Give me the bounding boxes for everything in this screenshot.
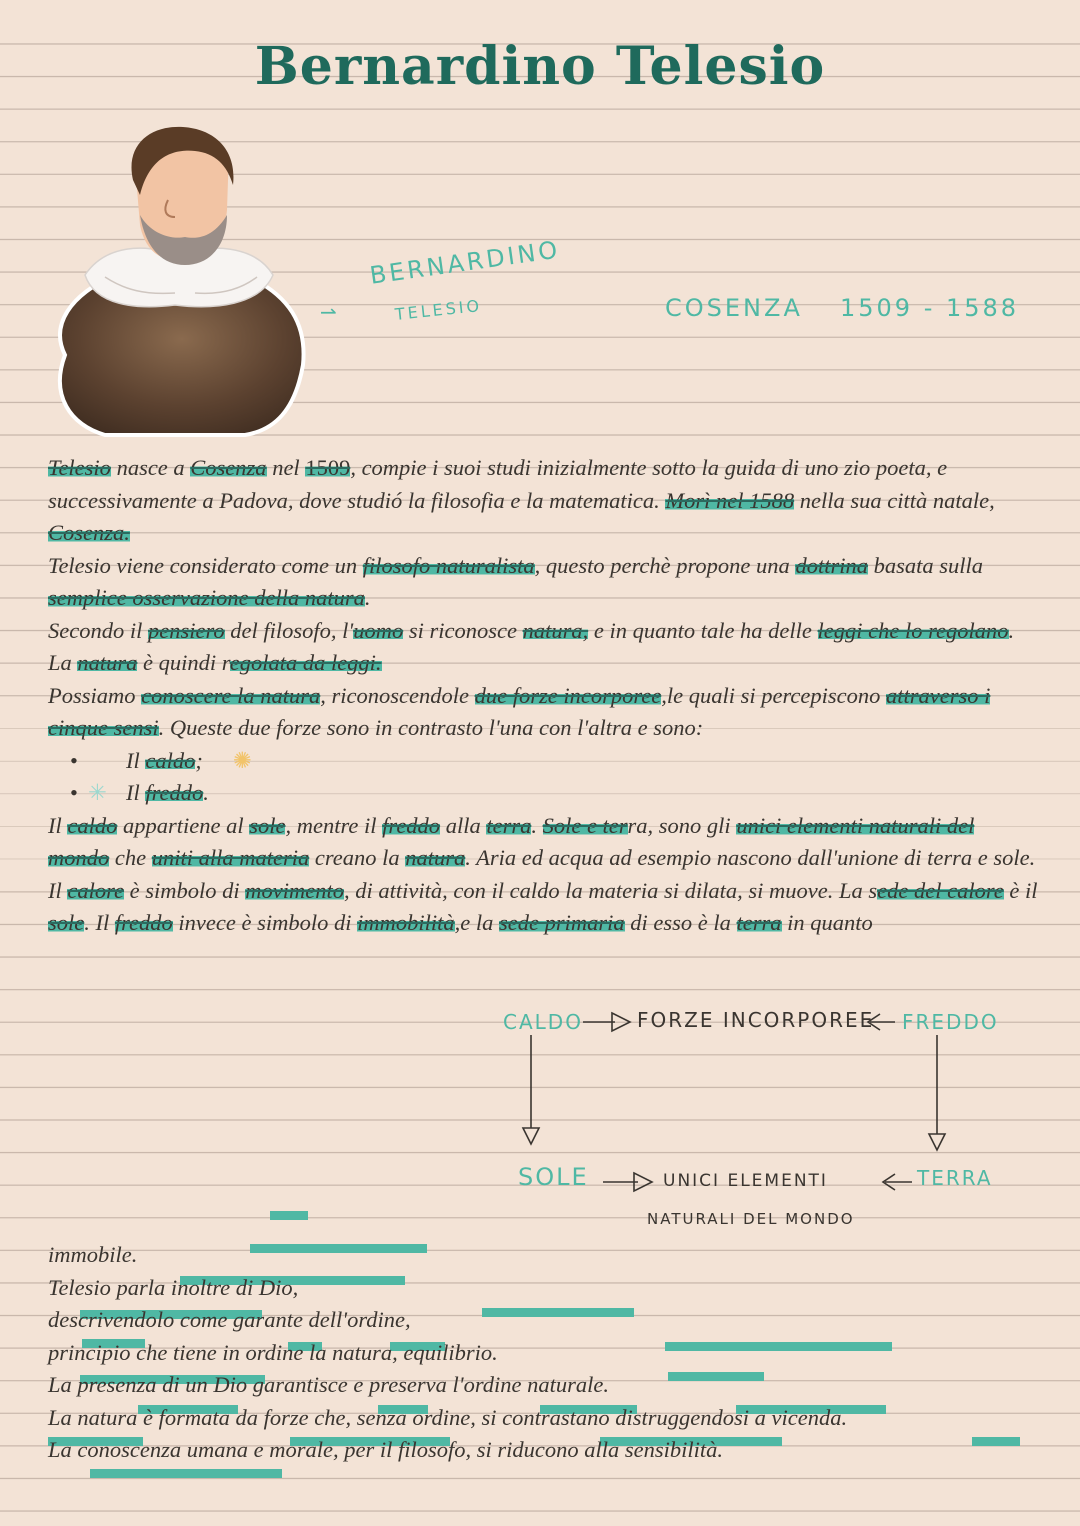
diagram-terra: TERRA [917,1166,993,1190]
text-span: nella sua città natale, [794,487,995,513]
text-span: nel [266,455,306,480]
highlight: 1509 [305,455,351,480]
highlight: freddo [382,812,441,838]
text-span: del filosofo, l' [224,617,354,643]
diagram-unici-elementi: UNICI ELEMENTI [663,1171,828,1191]
highlight: ede del calore [877,877,1004,903]
highlight: calore [67,877,125,903]
highlight: sole [249,812,286,838]
text-span: ,le quali si percepiscono [661,682,886,708]
highlight: Morì nel 1588 [665,487,795,513]
highlight: terra [486,812,532,838]
stray-highlight [90,1469,282,1478]
highlight: natura [405,845,466,870]
page-title: Bernardino Telesio [254,36,826,97]
diagram-caldo: CALDO [503,1010,583,1034]
text-span: si riconosce [403,617,523,643]
highlight: caldo [145,747,196,773]
sun-icon: ✺ [232,747,252,773]
highlight: Telesio [48,455,111,480]
text-span: Il [126,780,146,805]
text-span: ,e la [454,910,500,935]
highlight: freddo [114,910,173,935]
diagram-sole: SOLE [518,1163,589,1191]
text-line: descrivendolo come garante dell'ordine, [48,1307,411,1332]
annotation-years: 1509 - 1588 [840,294,1020,322]
text-span: , compie i suoi studi inizialmente sotto la guida di uno zio poeta, e successivamente a Padova, dove studió la filosofia e la matematica. [48,455,948,513]
text-span: , riconoscendole [320,682,475,708]
highlight: freddo [145,780,204,805]
text-span: . Queste due forze sono in contrasto l'una con l'altra e sono: [158,715,704,740]
text-line: immobile. [48,1242,138,1267]
text-span: nasce a [110,455,191,480]
text-span: basata sulla [867,552,983,578]
highlight: leggi che lo regolano [817,617,1009,643]
text-span: Possiamo [48,682,142,708]
highlight: egolata da leggi. [229,650,382,675]
text-span: in quanto [781,910,873,935]
annotation-city: COSENZA [665,294,803,322]
text-span: ; [195,747,203,773]
stray-highlight [270,1211,308,1220]
diagram-naturali-del-mondo: NATURALI DEL MONDO [647,1210,855,1228]
highlight: dottrina [795,552,868,578]
text-span: è quindi r [137,650,230,675]
text-span: . La [48,617,1015,675]
highlight: sole [48,910,85,935]
highlight: caldo [67,812,118,838]
annotation-name-line1: BERNARDINO [368,235,562,290]
highlight: semplice osservazione della natura [48,585,365,610]
diagram-forze-incorporee: FORZE INCORPOREE [637,1008,875,1032]
highlight: conoscere la natura [141,682,321,708]
text-span: Telesio viene considerato come un [48,552,363,578]
text-span: Il [126,747,146,773]
annotation-arrow-icon: ⇀ [320,300,337,324]
text-span: . [531,812,543,838]
text-span: di esso è la [624,910,737,935]
highlight: natura [77,650,138,675]
text-span: . Aria ed acqua ad esempio nascono dall'unione di terra e sole. [465,845,1036,870]
text-line: La presenza di un Dio garantisce e preserva l'ordine naturale. [48,1372,610,1397]
highlight: Cosenza. [48,520,130,545]
highlight: sede primaria [499,910,625,935]
text-span: appartiene al [117,812,250,838]
text-span: alla [440,812,487,838]
highlight: Cosenza [190,455,267,480]
highlight: Sole e ter [542,812,628,838]
highlight: terra [736,910,782,935]
highlight: pensiero [147,617,225,643]
text-span: che [109,845,152,870]
text-span: invece è simbolo di [172,910,358,935]
diagram-freddo: FREDDO [902,1010,999,1034]
text-line: La natura è formata da forze che, senza ordine, si contrastano distruggendosi a vicenda. [48,1404,848,1430]
text-line: Telesio parla inoltre di Dio, [48,1274,299,1300]
highlight: uniti alla materia [151,845,310,870]
highlight: filosofo naturalista [362,552,535,578]
text-span: Il [48,812,68,838]
text-span: , questo perchè propone una [534,552,796,578]
text-span: , di attività, con il caldo la materia si dilata, si muove. La s [344,877,878,903]
text-span: è il [1003,877,1038,903]
annotation-name-line2: TELESIO [394,295,483,324]
highlight: movimento [245,877,345,903]
text-span: Secondo il [48,617,148,643]
text-span: . [364,585,371,610]
highlight: unici elementi naturali del mondo [48,812,975,870]
text-span: . Il [84,910,115,935]
closing-text [48,1239,1038,1467]
text-span: ra, sono gli [627,812,737,838]
highlight: due forze incorporee [474,682,662,708]
highlight: immobilità [357,910,455,935]
highlight: uomo [353,617,404,643]
highlight: attraverso i cinque sensi [48,682,991,740]
highlight: natura, [522,617,589,643]
text-line: principio che tiene in ordine la natura, equilibrio. [48,1339,498,1365]
text-span: . [203,780,209,805]
text-span: , mentre il [285,812,383,838]
snowflake-icon: • ✳ [88,780,107,805]
text-span: e in quanto tale ha delle [588,617,818,643]
text-line: La conoscenza umana e morale, per il filosofo, si riducono alla sensibilità. [48,1437,723,1462]
text-span: creano la [309,845,406,870]
text-span: è simbolo di [124,877,246,903]
text-span: Il [48,877,68,903]
